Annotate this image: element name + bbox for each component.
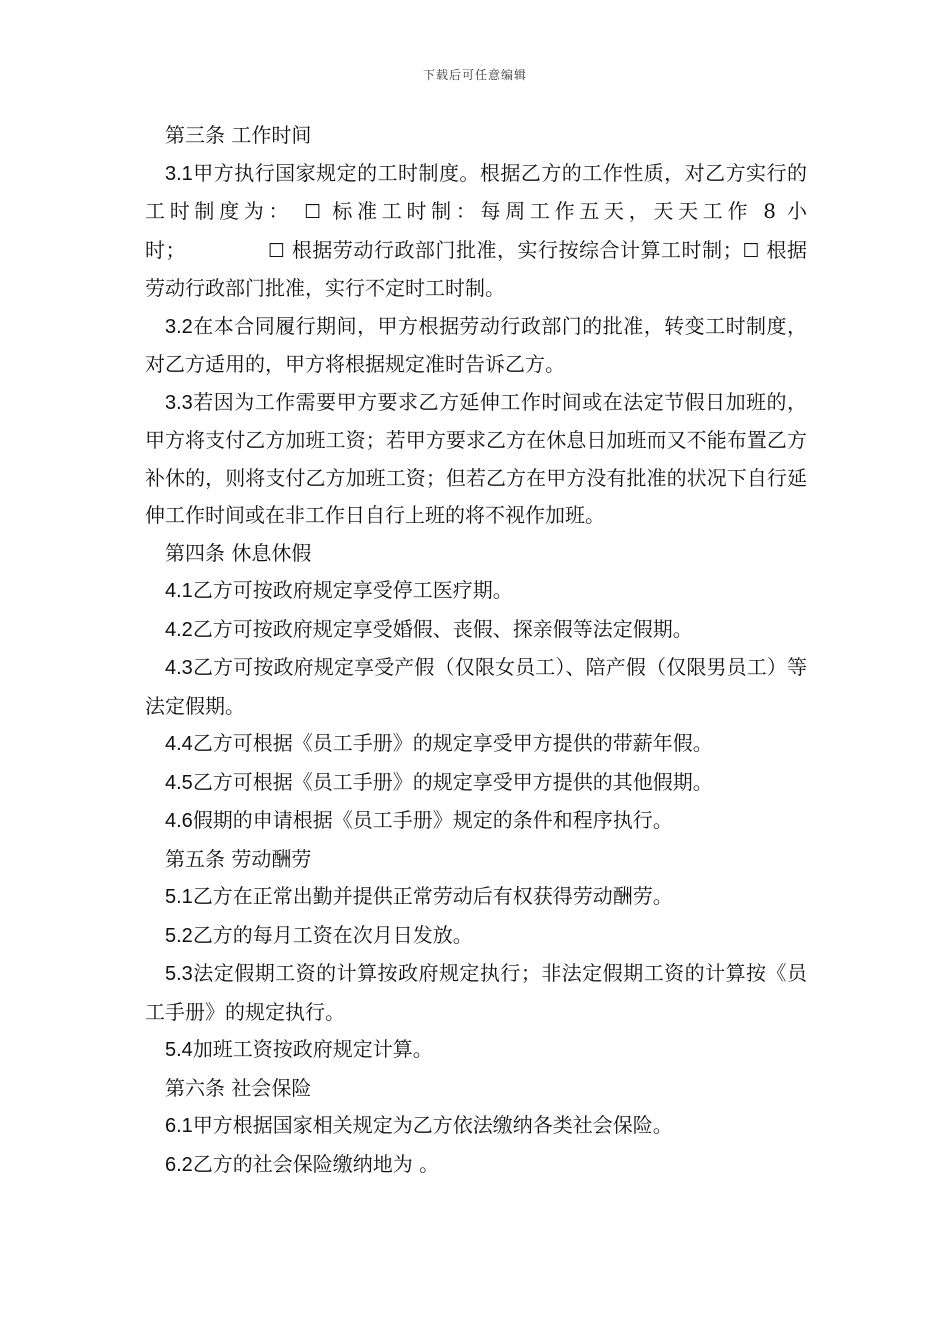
option-comprehensive-hours: 根据劳动行政部门批准，实行按综合计算工时制； [291,237,743,262]
clause-number: 5.2 [165,924,193,947]
clause-number: 5.1 [165,886,193,908]
clause-text: 乙方可按政府规定享受婚假、丧假、探亲假等法定假期。 [192,616,693,641]
checkbox-icon[interactable]: ☐ [267,239,285,262]
page-header: 下载后可任意编辑 [422,68,527,82]
clause-5-3 [145,955,807,1031]
clause-number: 3.2 [165,315,193,338]
clause-number: 3.1 [165,162,193,185]
clause-text: 甲方执行国家规定的工时制度。根据乙方的工作性质，对乙方实行的工时制度为： [145,160,807,223]
clause-text: 乙方在正常出勤并提供正常劳动后有权获得劳动酬劳。 [192,884,673,908]
clause-text: 乙方可根据《员工手册》的规定享受甲方提供的带薪年假。 [192,731,713,755]
clause-5-2 [145,917,807,956]
clause-3-2 [145,308,807,384]
clause-4-6 [145,802,807,841]
clause-6-1 [145,1107,807,1146]
clause-5-1 [145,878,807,917]
clause-text: 若因为工作需要甲方要求乙方延伸工作时间或在法定节假日加班的，甲方将支付乙方加班工资；若甲方要求乙方在休息日加班而又不能布置乙方补休的，则将支付乙方加班工资；但若乙方在甲方没有批准的状况下自行延伸工作时间或在非工作日自行上班的将不视作加班。 [145,389,807,527]
clause-text: 在本合同履行期间，甲方根据劳动行政部门的批准，转变工时制度，对乙方适用的，甲方将根据规定准时告诉乙方。 [145,313,807,376]
document-body [145,117,807,1184]
clause-number: 4.1 [165,580,193,602]
clause-3-3 [145,384,807,535]
clause-4-3 [145,649,807,725]
checkbox-icon[interactable]: ☐ [742,239,760,262]
article-3-title: 第三条 工作时间 [165,123,312,147]
clause-text: 加班工资按政府规定计算。 [192,1037,433,1061]
option-standard-hours: 标准工时制：每周工作五天，天天工作 8 小时； [145,199,808,262]
clause-number: 4.4 [165,733,193,755]
clause-number: 4.3 [165,657,193,679]
clause-text: 乙方可按政府规定享受停工医疗期。 [192,578,513,602]
clause-number: 6.1 [165,1115,193,1137]
clause-4-1 [145,572,807,611]
article-6-title: 第六条 社会保险 [165,1075,312,1100]
checkbox-icon[interactable]: ☐ [304,201,322,223]
clause-4-4 [145,725,807,764]
clause-text: 乙方的社会保险缴纳地为 。 [192,1151,440,1176]
clause-text: 乙方的每月工资在次月日发放。 [192,922,473,947]
clause-number: 4.6 [165,810,193,832]
clause-number: 4.2 [165,618,193,641]
clause-6-2 [145,1146,807,1185]
clause-text: 乙方可按政府规定享受产假（仅限女员工）、陪产假（仅限男员工）等法定假期。 [145,655,807,718]
clause-number: 5.4 [165,1039,193,1061]
clause-4-5 [145,764,807,803]
clause-number: 3.3 [165,391,193,414]
clause-number: 6.2 [165,1153,193,1176]
clause-3-1 [145,155,807,308]
clause-5-4 [145,1031,807,1070]
clause-text: 假期的申请根据《员工手册》规定的条件和程序执行。 [192,808,673,832]
clause-4-2 [145,611,807,650]
clause-number: 4.5 [165,771,193,794]
clause-number: 5.3 [165,963,193,985]
article-4-title: 第四条 休息休假 [165,540,312,565]
clause-text: 乙方可根据《员工手册》的规定享受甲方提供的其他假期。 [192,769,713,794]
clause-text: 法定假期工资的计算按政府规定执行；非法定假期工资的计算按《员工手册》的规定执行。 [145,961,807,1024]
clause-text: 甲方根据国家相关规定为乙方依法缴纳各类社会保险。 [192,1113,673,1137]
option-flexible-hours: 根据劳动行政部门批准，实行不定时工时制。 [145,237,808,300]
article-5-title: 第五条 劳动酬劳 [165,846,312,871]
